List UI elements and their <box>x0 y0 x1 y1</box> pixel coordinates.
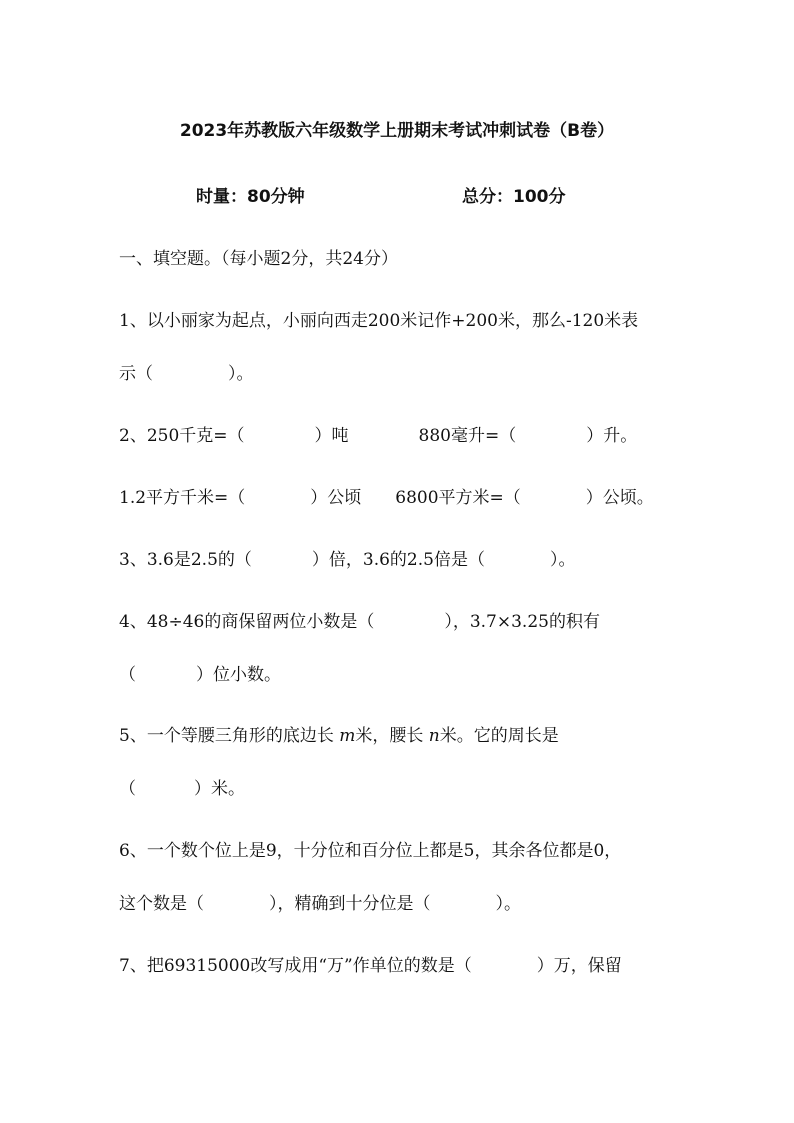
question-7-text-part: ）万，保留 <box>536 956 622 976</box>
question-6-text-part: ）。 <box>495 894 521 914</box>
exam-title: 2023年苏教版六年级数学上册期末考试冲刺试卷（B卷） <box>179 121 615 141</box>
question-3-text-part: ）。 <box>549 550 576 570</box>
question-6-text-part: ），精确到十分位是（ <box>269 894 431 914</box>
question-4-text-part: ）位小数。 <box>196 665 281 685</box>
question-2-text-part: 2、250千克=（ <box>119 426 245 446</box>
section-heading: 一、填空题。（每小题2分，共24分） <box>119 249 398 269</box>
variable-m: m <box>339 726 356 746</box>
question-6-line-2 <box>119 893 674 915</box>
question-5-line-1 <box>119 725 674 747</box>
question-2-text-part: 1.2平方千米=（ <box>119 488 246 508</box>
question-4-line-1 <box>119 611 674 633</box>
question-1-line-2 <box>119 363 674 385</box>
question-5-text-part: （ <box>119 779 136 799</box>
question-6-text-part: 这个数是（ <box>119 894 204 914</box>
question-5-text-part: ）米。 <box>194 779 245 799</box>
question-4-text-part: ），3.7×3.25的积有 <box>444 612 600 632</box>
question-1-text-part: ）。 <box>228 364 254 384</box>
question-2-line-2 <box>119 487 674 509</box>
question-2-text-part: 6800平方米=（ <box>395 488 521 508</box>
question-2-text-part: ）升。 <box>586 426 638 446</box>
question-3 <box>119 549 674 571</box>
time-limit: 时量：80分钟 <box>196 187 305 207</box>
question-7-line-1 <box>119 955 674 977</box>
question-6-text: 6、一个数个位上是9，十分位和百分位上都是5，其余各位都是0， <box>119 841 622 861</box>
question-1-line-1 <box>119 310 674 332</box>
question-3-text-part: ）倍，3.6的2.5倍是（ <box>311 550 485 570</box>
question-2-text-part: ）公顷。 <box>585 488 654 508</box>
question-7-text-part: 7、把69315000改写成用“万”作单位的数是（ <box>119 956 472 976</box>
question-2-text-part: ）吨 <box>314 426 349 446</box>
question-1-text-part: 示（ <box>119 364 153 384</box>
question-5-text-part: 米。它的周长是 <box>439 726 559 746</box>
question-5-text-part: 5、一个等腰三角形的底边长 <box>119 726 334 746</box>
question-6-line-1 <box>119 840 674 862</box>
question-4-text-part: 4、48÷46的商保留两位小数是（ <box>119 612 375 632</box>
question-1-text: 1、以小丽家为起点，小丽向西走200米记作+200米，那么-120米表 <box>119 311 639 331</box>
question-4-line-2 <box>119 664 674 686</box>
question-2-line-1 <box>119 425 674 447</box>
question-3-text-part: 3、3.6是2.5的（ <box>119 550 252 570</box>
variable-n: n <box>428 726 440 746</box>
question-5-line-2 <box>119 778 674 800</box>
question-4-text-part: （ <box>119 665 136 685</box>
question-5-text-part: 米，腰长 <box>355 726 424 746</box>
total-score: 总分：100分 <box>462 187 566 207</box>
question-2-text-part: ）公顷 <box>310 488 362 508</box>
question-2-text-part: 880毫升=（ <box>418 426 517 446</box>
